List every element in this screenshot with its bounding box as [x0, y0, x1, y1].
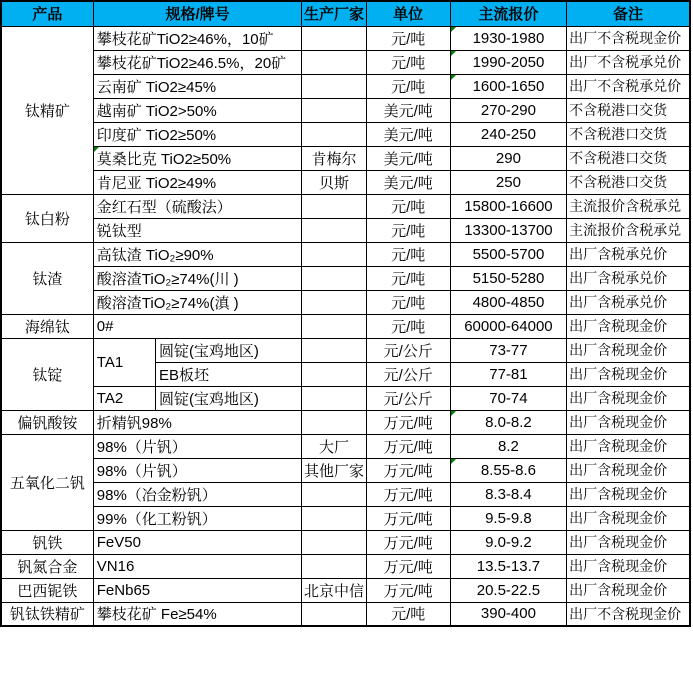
table-row	[1, 146, 690, 170]
table-row	[1, 122, 690, 146]
note-cell: 主流报价含税承兑	[567, 194, 690, 218]
maker-cell	[302, 50, 366, 74]
price-cell	[450, 74, 566, 98]
spec-cell: 攀枝花矿TiO2≥46.5%，20矿	[93, 50, 302, 74]
grade-cell: TA1	[93, 338, 155, 386]
price-cell	[450, 410, 566, 434]
price-cell: 9.0-9.2	[450, 530, 566, 554]
table-row	[1, 50, 690, 74]
maker-cell	[302, 194, 366, 218]
price-cell: 8.3-8.4	[450, 482, 566, 506]
maker-cell	[302, 122, 366, 146]
comment-marker-icon	[451, 51, 456, 56]
comment-marker-icon	[451, 27, 456, 32]
spec-cell: 锐钛型	[93, 218, 302, 242]
spec-cell: 圆锭(宝鸡地区)	[155, 386, 301, 410]
note-cell: 出厂含税现金价	[567, 554, 690, 578]
header-spec: 规格/牌号	[93, 1, 302, 26]
spec-cell: 98%（冶金粉钒）	[93, 482, 302, 506]
unit-cell: 元/吨	[366, 50, 450, 74]
spec-cell: 圆锭(宝鸡地区)	[155, 338, 301, 362]
maker-cell	[302, 242, 366, 266]
unit-cell: 万元/吨	[366, 458, 450, 482]
note-cell: 出厂不含税现金价	[567, 602, 690, 626]
spec-cell	[93, 146, 302, 170]
maker-cell: 其他厂家	[302, 458, 366, 482]
price-cell: 8.2	[450, 434, 566, 458]
maker-cell: 肯梅尔	[302, 146, 366, 170]
price-cell: 13300-13700	[450, 218, 566, 242]
price-cell: 20.5-22.5	[450, 578, 566, 602]
spec-cell: 高钛渣 TiO₂≥90%	[93, 242, 302, 266]
spec-cell: 攀枝花矿TiO2≥46%，10矿	[93, 26, 302, 50]
spec-cell: 98%（片钒）	[93, 434, 302, 458]
header-price: 主流报价	[450, 1, 566, 26]
note-cell: 出厂含税现金价	[567, 314, 690, 338]
product-cell: 钛渣	[1, 242, 93, 314]
unit-cell: 美元/吨	[366, 170, 450, 194]
table-row	[1, 578, 690, 602]
header-note: 备注	[567, 1, 690, 26]
unit-cell: 元/公斤	[366, 362, 450, 386]
maker-cell	[302, 386, 366, 410]
header-product: 产品	[1, 1, 93, 26]
table-row	[1, 602, 690, 626]
table-row	[1, 218, 690, 242]
price-cell	[450, 26, 566, 50]
header-row	[1, 1, 690, 26]
note-cell: 出厂含税现金价	[567, 410, 690, 434]
unit-cell: 元/吨	[366, 242, 450, 266]
maker-cell: 贝斯	[302, 170, 366, 194]
table-row	[1, 170, 690, 194]
note-cell: 出厂含税现金价	[567, 434, 690, 458]
price-cell: 290	[450, 146, 566, 170]
product-cell: 钒氮合金	[1, 554, 93, 578]
unit-cell: 万元/吨	[366, 482, 450, 506]
table-row	[1, 410, 690, 434]
product-cell: 钛白粉	[1, 194, 93, 242]
unit-cell: 元/吨	[366, 314, 450, 338]
comment-marker-icon	[451, 75, 456, 80]
comment-marker-icon	[451, 459, 456, 464]
maker-cell	[302, 506, 366, 530]
spec-cell: 金红石型（硫酸法）	[93, 194, 302, 218]
maker-cell: 大厂	[302, 434, 366, 458]
table-row	[1, 554, 690, 578]
table-row	[1, 338, 690, 362]
unit-cell: 元/吨	[366, 218, 450, 242]
note-cell: 不含税港口交货	[567, 170, 690, 194]
spec-cell: VN16	[93, 554, 302, 578]
table-row	[1, 314, 690, 338]
spec-cell: 印度矿 TiO2≥50%	[93, 122, 302, 146]
price-cell: 9.5-9.8	[450, 506, 566, 530]
unit-cell: 美元/吨	[366, 98, 450, 122]
note-cell: 出厂含税现金价	[567, 338, 690, 362]
note-cell: 出厂含税承兑价	[567, 266, 690, 290]
note-cell: 出厂含税现金价	[567, 578, 690, 602]
table-row	[1, 194, 690, 218]
unit-cell: 万元/吨	[366, 410, 450, 434]
maker-cell	[302, 482, 366, 506]
note-cell: 出厂含税现金价	[567, 386, 690, 410]
price-text: 8.0-8.2	[485, 413, 532, 431]
note-cell: 主流报价含税承兑	[567, 218, 690, 242]
unit-cell: 美元/吨	[366, 146, 450, 170]
unit-cell: 美元/吨	[366, 122, 450, 146]
product-cell: 巴西铌铁	[1, 578, 93, 602]
price-text: 1930-1980	[472, 29, 545, 47]
maker-cell	[302, 218, 366, 242]
unit-cell: 万元/吨	[366, 506, 450, 530]
table-row	[1, 98, 690, 122]
note-cell: 出厂含税现金价	[567, 506, 690, 530]
table-row	[1, 434, 690, 458]
maker-cell	[302, 602, 366, 626]
product-cell: 钒钛铁精矿	[1, 602, 93, 626]
unit-cell: 万元/吨	[366, 578, 450, 602]
price-text: 1600-1650	[472, 77, 545, 95]
unit-cell: 元/吨	[366, 266, 450, 290]
spec-cell: FeV50	[93, 530, 302, 554]
spec-cell: 0#	[93, 314, 302, 338]
unit-cell: 万元/吨	[366, 554, 450, 578]
note-cell: 不含税港口交货	[567, 146, 690, 170]
price-text: 1990-2050	[472, 53, 545, 71]
unit-cell: 元/吨	[366, 194, 450, 218]
unit-cell: 元/吨	[366, 602, 450, 626]
price-cell: 13.5-13.7	[450, 554, 566, 578]
table-row	[1, 26, 690, 50]
spec-cell: 云南矿 TiO2≥45%	[93, 74, 302, 98]
note-cell: 不含税港口交货	[567, 98, 690, 122]
unit-cell: 元/吨	[366, 26, 450, 50]
maker-cell	[302, 98, 366, 122]
price-cell: 240-250	[450, 122, 566, 146]
maker-cell	[302, 338, 366, 362]
product-cell: 海绵钛	[1, 314, 93, 338]
maker-cell	[302, 314, 366, 338]
table-row	[1, 506, 690, 530]
note-cell: 出厂含税现金价	[567, 458, 690, 482]
header-maker: 生产厂家	[302, 1, 366, 26]
comment-marker-icon	[94, 147, 99, 152]
spec-cell: 肯尼亚 TiO2≥49%	[93, 170, 302, 194]
note-cell: 不含税港口交货	[567, 122, 690, 146]
price-cell: 70-74	[450, 386, 566, 410]
table-row	[1, 242, 690, 266]
product-cell: 钒铁	[1, 530, 93, 554]
price-cell: 4800-4850	[450, 290, 566, 314]
product-cell: 五氧化二钒	[1, 434, 93, 530]
table-row	[1, 458, 690, 482]
unit-cell: 万元/吨	[366, 530, 450, 554]
spec-cell: 酸溶渣TiO₂≥74%(滇 )	[93, 290, 302, 314]
note-cell: 出厂含税现金价	[567, 362, 690, 386]
price-cell	[450, 50, 566, 74]
maker-cell	[302, 290, 366, 314]
table-row	[1, 386, 690, 410]
price-cell: 5500-5700	[450, 242, 566, 266]
note-cell: 出厂不含税承兑价	[567, 74, 690, 98]
price-cell	[450, 458, 566, 482]
price-cell: 15800-16600	[450, 194, 566, 218]
spec-text: 莫桑比克 TiO2≥50%	[96, 150, 232, 168]
spec-cell: 酸溶渣TiO₂≥74%(川 )	[93, 266, 302, 290]
price-cell: 73-77	[450, 338, 566, 362]
table-row	[1, 74, 690, 98]
spec-cell: EB板坯	[155, 362, 301, 386]
spec-cell: 攀枝花矿 Fe≥54%	[93, 602, 302, 626]
note-cell: 出厂含税现金价	[567, 482, 690, 506]
note-cell: 出厂含税现金价	[567, 530, 690, 554]
unit-cell: 元/吨	[366, 290, 450, 314]
price-cell: 5150-5280	[450, 266, 566, 290]
unit-cell: 元/公斤	[366, 386, 450, 410]
note-cell: 出厂不含税现金价	[567, 26, 690, 50]
maker-cell	[302, 530, 366, 554]
product-cell: 钛精矿	[1, 26, 93, 194]
note-cell: 出厂不含税承兑价	[567, 50, 690, 74]
table-row	[1, 266, 690, 290]
comment-marker-icon	[451, 411, 456, 416]
maker-cell	[302, 554, 366, 578]
price-cell: 250	[450, 170, 566, 194]
grade-cell: TA2	[93, 386, 155, 410]
spec-cell: 越南矿 TiO2>50%	[93, 98, 302, 122]
price-cell: 270-290	[450, 98, 566, 122]
unit-cell: 元/公斤	[366, 338, 450, 362]
unit-cell: 万元/吨	[366, 434, 450, 458]
table-row	[1, 290, 690, 314]
maker-cell	[302, 26, 366, 50]
maker-cell	[302, 362, 366, 386]
maker-cell	[302, 410, 366, 434]
table-row	[1, 530, 690, 554]
note-cell: 出厂含税承兑价	[567, 242, 690, 266]
spec-cell: 99%（化工粉钒）	[93, 506, 302, 530]
spec-cell: 折精钒98%	[93, 410, 302, 434]
header-unit: 单位	[366, 1, 450, 26]
spec-cell: FeNb65	[93, 578, 302, 602]
unit-cell: 元/吨	[366, 74, 450, 98]
table-row	[1, 482, 690, 506]
price-cell: 60000-64000	[450, 314, 566, 338]
product-cell: 钛锭	[1, 338, 93, 410]
spec-cell: 98%（片钒）	[93, 458, 302, 482]
price-cell: 77-81	[450, 362, 566, 386]
maker-cell	[302, 266, 366, 290]
maker-cell: 北京中信	[302, 578, 366, 602]
price-cell: 390-400	[450, 602, 566, 626]
product-cell: 偏钒酸铵	[1, 410, 93, 434]
price-text: 8.55-8.6	[480, 461, 536, 479]
maker-cell	[302, 74, 366, 98]
note-cell: 出厂含税承兑价	[567, 290, 690, 314]
